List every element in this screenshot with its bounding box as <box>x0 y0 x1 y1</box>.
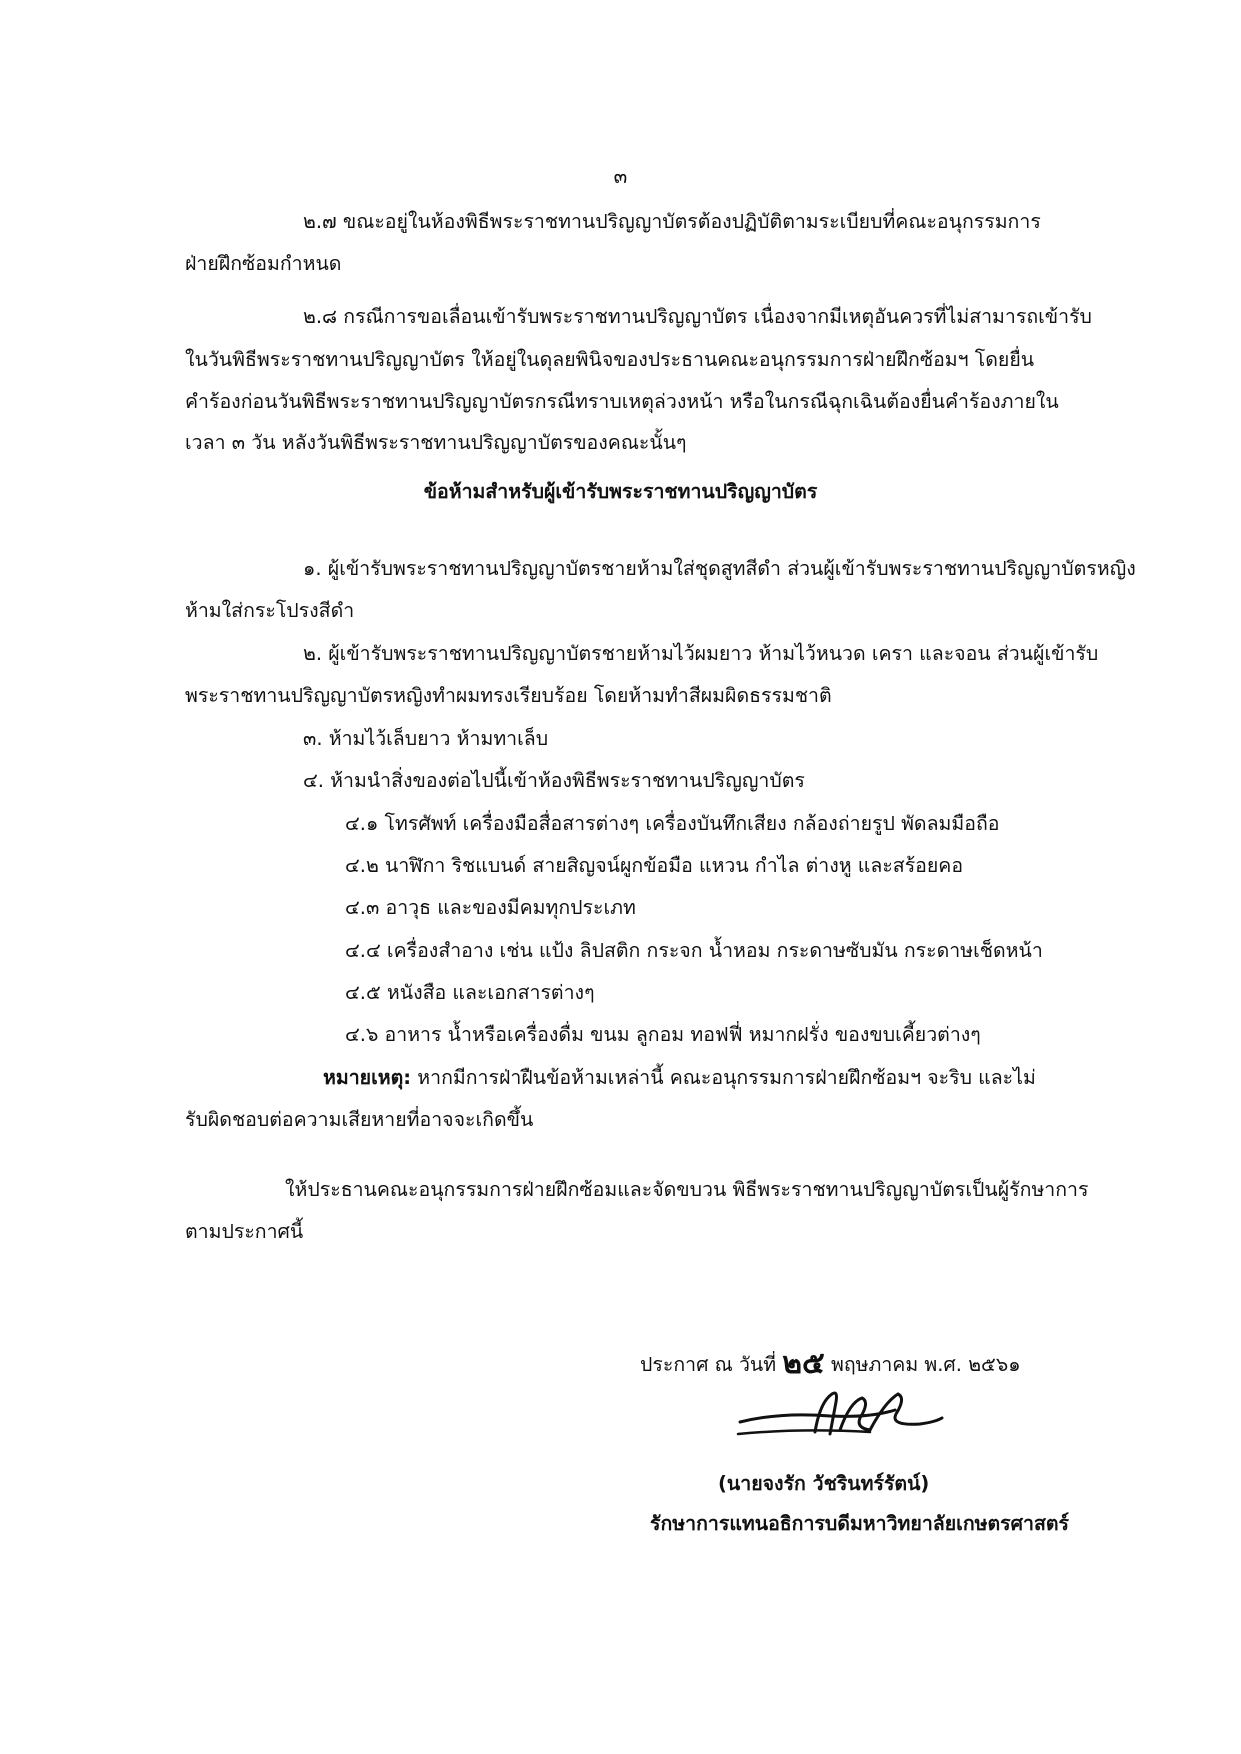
remark-line-2: รับผิดชอบต่อความเสียหายที่อาจจะเกิดขึ้น <box>185 1108 534 1131</box>
item-1-line-2: ห้ามใส่กระโปรงสีดำ <box>185 599 355 622</box>
sub-item-4-1: ๔.๑ โทรศัพท์ เครื่องมือสื่อสารต่างๆ เครื่องบันทึกเสียง กล้องถ่ายรูป พัดลมมือถือ <box>345 812 1000 835</box>
sub-item-4-3: ๔.๓ อาวุธ และของมีคมทุกประเภท <box>345 896 636 919</box>
item-3: ๓. ห้ามไว้เล็บยาว ห้ามทาเล็บ <box>303 727 549 750</box>
closing-line-1: ให้ประธานคณะอนุกรรมการฝ่ายฝึกซ้อมและจัดขบวน พิธีพระราชทานปริญญาบัตรเป็นผู้รักษาการ <box>285 1178 1089 1201</box>
remark-label: หมายเหตุ: <box>323 1066 412 1089</box>
announcement-suffix: พฤษภาคม พ.ศ. ๒๕๖๑ <box>824 1353 1021 1376</box>
sub-item-4-6: ๔.๖ อาหาร น้ำหรือเครื่องดื่ม ขนม ลูกอม ทอฟฟี่ หมากฝรั่ง ของขบเคี้ยวต่างๆ <box>345 1023 981 1046</box>
prohibitions-heading: ข้อห้ามสำหรับผู้เข้ารับพระราชทานปริญญาบัตร <box>423 480 818 503</box>
para-2-8-line-1: ๒.๘ กรณีการขอเลื่อนเข้ารับพระราชทานปริญญาบัตร เนื่องจากมีเหตุอันควรที่ไม่สามารถเข้ารับ <box>303 305 1092 328</box>
signature-mark <box>720 1372 950 1452</box>
signatory-name: (นายจงรัก วัชรินทร์รัตน์) <box>718 1472 930 1495</box>
sub-item-4-4: ๔.๔ เครื่องสำอาง เช่น แป้ง ลิปสติก กระจก น้ำหอม กระดาษซับมัน กระดาษเช็ดหน้า <box>345 939 1043 962</box>
announcement-prefix: ประกาศ ณ วันที่ <box>640 1353 783 1376</box>
para-2-8-line-4: เวลา ๓ วัน หลังวันพิธีพระราชทานปริญญาบัตรของคณะนั้นๆ <box>185 431 687 454</box>
sub-item-4-2: ๔.๒ นาฬิกา ริชแบนด์ สายสิญจน์ผูกข้อมือ แหวน กำไล ต่างหู และสร้อยคอ <box>345 854 964 877</box>
remark-line-1 <box>323 1064 1036 1092</box>
signatory-title: รักษาการแทนอธิการบดีมหาวิทยาลัยเกษตรศาสตร์ <box>650 1512 1069 1535</box>
sub-item-4-5: ๔.๕ หนังสือ และเอกสารต่างๆ <box>345 981 595 1004</box>
item-1-line-1: ๑. ผู้เข้ารับพระราชทานปริญญาบัตรชายห้ามใส่ชุดสูทสีดำ ส่วนผู้เข้ารับพระราชทานปริญญาบัตรหญิง <box>303 557 1136 580</box>
announcement-day: ๒๕ <box>782 1346 825 1381</box>
closing-line-2: ตามประกาศนี้ <box>185 1220 304 1243</box>
item-2-line-1: ๒. ผู้เข้ารับพระราชทานปริญญาบัตรชายห้ามไว้ผมยาว ห้ามไว้หนวด เครา และจอน ส่วนผู้เข้ารับ <box>303 642 1099 665</box>
para-2-8-line-3: คำร้องก่อนวันพิธีพระราชทานปริญญาบัตรกรณีทราบเหตุล่วงหน้า หรือในกรณีฉุกเฉินต้องยื่นคำร้องภายใน <box>185 390 1059 413</box>
page-number: ๓ <box>613 164 628 188</box>
para-2-7-line-2: ฝ่ายฝึกซ้อมกำหนด <box>185 252 342 275</box>
item-2-line-2: พระราชทานปริญญาบัตรหญิงทำผมทรงเรียบร้อย โดยห้ามทำสีผมผิดธรรมชาติ <box>185 684 832 707</box>
para-2-8-line-2: ในวันพิธีพระราชทานปริญญาบัตร ให้อยู่ในดุลยพินิจของประธานคณะอนุกรรมการฝ่ายฝึกซ้อมฯ โดยยื่น <box>185 348 1035 371</box>
item-4: ๔. ห้ามนำสิ่งของต่อไปนี้เข้าห้องพิธีพระราชทานปริญญาบัตร <box>303 769 805 792</box>
remark-text: หากมีการฝ่าฝืนข้อห้ามเหล่านี้ คณะอนุกรรมการฝ่ายฝึกซ้อมฯ จะริบ และไม่ <box>411 1066 1036 1089</box>
para-2-7-line-1: ๒.๗ ขณะอยู่ในห้องพิธีพระราชทานปริญญาบัตรต้องปฏิบัติตามระเบียบที่คณะอนุกรรมการ <box>303 210 1041 233</box>
